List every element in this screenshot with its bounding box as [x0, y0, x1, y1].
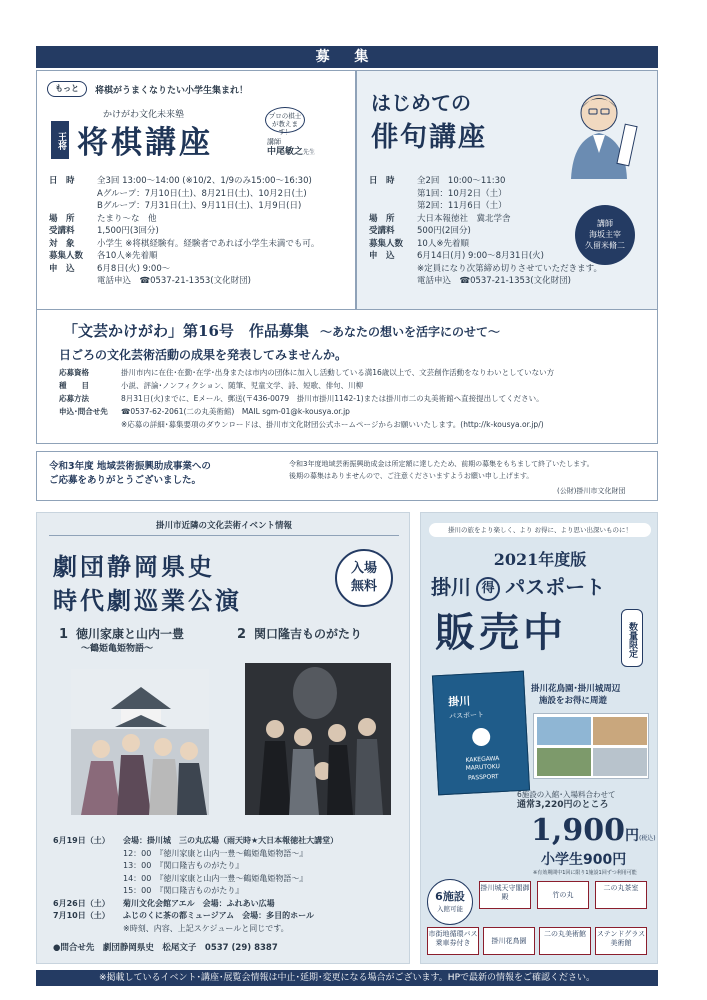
- instructor-label: 講師: [597, 219, 613, 228]
- detail-label: 受講料: [369, 226, 395, 236]
- passport-desc-line: 施設をお得に周遊: [539, 696, 608, 706]
- play-1-photo: [71, 669, 209, 815]
- schedule-text: ※時刻、内容、上記スケジュールと同じです。: [123, 923, 289, 933]
- booklet-en: [437, 754, 528, 785]
- six-sub: 入館可能: [437, 905, 463, 913]
- detail-label: 日 時: [369, 176, 395, 186]
- detail-value: 電話申込 ☎0537-21-1353(文化財団): [97, 276, 251, 286]
- detail-row: [49, 275, 319, 288]
- detail-row: [369, 175, 602, 188]
- detail-row: [49, 175, 319, 188]
- toku-mark: 得: [476, 577, 500, 601]
- detail-label: 種 目: [59, 381, 89, 390]
- shogi-title: 将棋講座: [77, 125, 213, 161]
- price-note-line: 通常3,220円のところ: [517, 800, 609, 810]
- passport-title-b: パスポート: [505, 575, 606, 599]
- detail-row: [49, 213, 319, 226]
- detail-label: 応募方法: [59, 394, 89, 403]
- schedule-row: [53, 860, 403, 873]
- detail-value: 小学生 ※将棋経験有。経験者であれば小学生未満でも可。: [97, 238, 320, 249]
- detail-label: 募集人数: [49, 251, 84, 261]
- event-header-rule: [49, 535, 399, 536]
- detail-value: Aグループ：7月10日(土)、8月21日(土)、10月2日(土): [97, 188, 307, 199]
- detail-row: [49, 238, 319, 251]
- play-1-heading: [59, 623, 184, 642]
- detail-row: [369, 225, 602, 238]
- schedule-row: [53, 885, 403, 898]
- detail-value: 6月14日(月) 9:00～8月31日(火): [417, 251, 545, 261]
- detail-value: 第2回：11月6日（土）: [417, 201, 507, 211]
- detail-value: 6月8日(火) 9:00～: [97, 263, 171, 274]
- detail-value: たまり～な 他: [97, 213, 157, 224]
- schedule-text: 会場：掛川城 三の丸広場（雨天時★大日本報徳社大講堂）: [123, 836, 339, 845]
- haiku-title-line1: はじめての: [371, 91, 471, 115]
- price-note-line: 6施設の入館･入場料合わせて: [517, 790, 616, 799]
- instructor-name: 中尾敏之: [267, 147, 304, 157]
- detail-value: 全2回 10:00～11:30: [417, 176, 506, 186]
- schedule-text: 14：00 『徳川家康と山内一豊～鶴姫亀姫物語～』: [123, 873, 308, 883]
- price-block: [531, 813, 656, 848]
- passport-desc: [531, 683, 620, 707]
- detail-value: 全3回 13:00～14:00 (※10/2、1/9のみ15:00～16:30): [97, 176, 312, 186]
- badge-line: 入場: [350, 561, 377, 576]
- haiku-poet-illustration: [557, 83, 647, 183]
- validity-note: ※有効期間中1回に限り1施設1回ずつ利用可能: [533, 870, 637, 876]
- facility-photo: [537, 748, 591, 776]
- schedule-row: [53, 898, 403, 911]
- detail-value: 各10人※先着順: [97, 251, 158, 261]
- free-admission-badge: [335, 549, 393, 607]
- detail-label: 申 込: [49, 263, 75, 274]
- passport-panel: [420, 512, 658, 964]
- badge-line: 無料: [350, 579, 377, 594]
- thanks-body: [289, 458, 594, 482]
- play-title: 関口隆吉ものがたり: [254, 627, 363, 641]
- shogi-instructor: [267, 137, 315, 158]
- play-title: 徳川家康と山内一豊: [76, 627, 185, 641]
- facility-photo: [593, 748, 647, 776]
- booklet-en-line: PASSPORT: [467, 773, 499, 782]
- schedule-row: [53, 873, 403, 886]
- passport-title: [431, 571, 605, 601]
- bungei-call-panel: [36, 310, 658, 444]
- schedule-date: 6月26日（土）: [53, 898, 110, 908]
- facility-cell: 市街地循環バス乗車券付き: [427, 927, 479, 955]
- detail-value: 大日本報徳社 冀北学舎: [417, 213, 511, 224]
- detail-label: 申 込: [369, 251, 395, 261]
- event-contact: ●問合せ先 劇団静岡県史 松尾文子 0537 (29) 8387: [53, 943, 278, 953]
- pro-bubble: プロの棋士が教えます！: [265, 107, 305, 133]
- instructor-suffix: 先生: [303, 149, 316, 156]
- event-schedule: [53, 835, 403, 935]
- facility-cell: 掛川城天守閣御殿: [479, 881, 531, 909]
- booklet-en-line: KAKEGAWA: [465, 755, 500, 764]
- bungei-title: 「文芸かけがわ」第16号 作品募集: [63, 322, 309, 340]
- booklet-title: 掛川: [448, 694, 471, 709]
- motto-badge: もっと: [47, 81, 87, 97]
- instructor-name: 海坂主宰: [589, 230, 621, 239]
- facility-cell: ステンドグラス美術館: [595, 927, 647, 955]
- facility-cell: 二の丸美術館: [539, 927, 591, 955]
- schedule-text: ふじのくに茶の都ミュージアム 会場：多目的ホール: [123, 911, 314, 920]
- detail-row: [49, 263, 319, 276]
- detail-row: [59, 379, 655, 392]
- detail-label: 場 所: [49, 213, 75, 224]
- price-unit: 円: [624, 828, 639, 844]
- bungei-lead: 日ごろの文化芸術活動の成果を発表してみませんか。: [59, 348, 348, 362]
- detail-label: 受講料: [49, 226, 75, 236]
- price-value: 1,900: [531, 813, 625, 848]
- detail-row: [49, 250, 319, 263]
- detail-value: 第1回：10月2日（土）: [417, 188, 507, 199]
- bungei-heading: [63, 320, 500, 341]
- detail-row: [369, 263, 602, 276]
- passport-desc-line: 掛川花鳥園･掛川城周辺: [531, 684, 621, 694]
- thanks-body-line: 令和3年度地域芸術振興助成金は所定額に達したため、前期の募集をもちまして終了いたします。: [289, 460, 594, 468]
- thanks-heading: [49, 460, 211, 488]
- six-main: 6施設: [435, 890, 465, 903]
- detail-row: [369, 213, 602, 226]
- grant-thanks-panel: [36, 451, 658, 501]
- detail-row: [369, 250, 602, 263]
- play-2-heading: [237, 623, 362, 642]
- facility-photo: [537, 717, 591, 745]
- price-tax: (税込): [638, 835, 656, 842]
- haiku-course-panel: [356, 70, 658, 310]
- booklet-en-line: MARUTOKU: [465, 763, 501, 772]
- schedule-row: [53, 848, 403, 861]
- passport-on-sale: 販売中: [435, 609, 567, 656]
- facility-cell: 二の丸茶室: [595, 881, 647, 909]
- detail-value: 小説、評論･ノンフィクション、随筆、児童文学、詩、短歌、俳句、川柳: [121, 381, 364, 390]
- passport-year: 2021年度版: [493, 550, 587, 569]
- instructor-name: 久留米脩二: [585, 241, 625, 250]
- instructor-label: 講師: [267, 138, 281, 146]
- schedule-row: [53, 910, 403, 923]
- schedule-row: [53, 923, 403, 936]
- footer-notice-bar: [36, 970, 658, 986]
- detail-label: 応募資格: [59, 368, 89, 377]
- detail-value: 8月31日(火)までに、Eメール、郵送(〒436-0079 掛川市掛川1142-1)または掛川市二の丸美術館へ直接提出してください。: [121, 394, 544, 403]
- detail-row: [59, 392, 655, 405]
- price-note: [517, 789, 616, 811]
- thanks-body-line: 後期の募集はありませんので、ご注意くださいますようお願い申し上げます。: [289, 472, 534, 480]
- child-price: 小学生900円: [541, 852, 627, 868]
- schedule-date: 6月19日（土）: [53, 836, 110, 845]
- detail-row: [369, 188, 602, 201]
- facility-cell: 掛川花鳥園: [483, 927, 535, 955]
- play-number: 1: [59, 627, 69, 642]
- event-title-line1: 劇団静岡県史: [53, 552, 215, 581]
- thanks-line: 令和3年度 地域芸術振興助成事業への: [49, 461, 211, 472]
- facility-photo: [593, 717, 647, 745]
- detail-value: 1,500円(3回分): [97, 226, 159, 236]
- detail-label: 申込･問合せ先: [59, 407, 108, 416]
- detail-value: 電話申込 ☎0537-21-1353(文化財団): [417, 276, 571, 286]
- shogi-details: [49, 175, 319, 288]
- facility-cell: 竹の丸: [537, 881, 589, 909]
- six-facilities-badge: [427, 879, 473, 925]
- schedule-text: 菊川文化会館アエル 会場：ふれあい広場: [123, 898, 275, 908]
- haiku-title-line2: 俳句講座: [371, 122, 487, 153]
- detail-value: 掛川市内に在住･在勤･在学･出身または市内の団体に加入し活動している満16歳以上で、文芸創作活動をなりわいとしていない方: [121, 368, 555, 377]
- shogi-tagline: 将棋がうまくなりたい小学生集まれ！: [95, 86, 249, 96]
- event-panel: [36, 512, 410, 964]
- detail-value: Bグループ：7月31日(土)、9月11日(土)、1月9日(日): [97, 201, 302, 211]
- detail-label: 募集人数: [369, 238, 404, 249]
- event-header: 掛川市近隣の文化芸術イベント情報: [155, 521, 292, 531]
- detail-row: [369, 238, 602, 251]
- detail-label: 場 所: [369, 213, 395, 224]
- booklet-star-icon: [472, 728, 491, 747]
- passport-title-a: 掛川: [431, 575, 471, 599]
- detail-label: 日 時: [49, 176, 75, 186]
- facility-photos: [533, 713, 649, 779]
- schedule-date: 7月10日（土）: [53, 911, 110, 920]
- section-header-bar: [36, 46, 658, 68]
- bungei-subtitle: ～あなたの想いを活字にのせて～: [319, 325, 500, 339]
- detail-value: ※定員になり次第締め切りさせていただきます。: [417, 263, 602, 274]
- haiku-details: [369, 175, 602, 288]
- schedule-row: [53, 835, 403, 848]
- shogi-organizer: かけがわ文化未来塾: [103, 110, 185, 120]
- play-number: 2: [237, 627, 247, 642]
- play-2-photo: [245, 663, 391, 815]
- thanks-line: ご応募をありがとうございました。: [49, 475, 202, 486]
- detail-value: ☎0537-62-2061(二の丸美術館) MAIL sgm-01@k-kousya.or.jp: [121, 407, 350, 416]
- oushou-badge: 王将: [51, 121, 69, 159]
- detail-value: 500円(2回分): [417, 226, 471, 236]
- event-title-line2: 時代劇巡業公演: [53, 586, 242, 615]
- shogi-course-panel: [36, 70, 356, 310]
- play-1-subtitle: ～鶴姫亀姫物語～: [81, 644, 154, 654]
- detail-label: 対 象: [49, 238, 75, 249]
- thanks-signature: (公財)掛川市文化財団: [557, 487, 626, 495]
- detail-row: [49, 188, 319, 201]
- detail-row: [369, 200, 602, 213]
- section-header-title: 募 集: [315, 49, 379, 65]
- schedule-text: 12：00 『徳川家康と山内一豊～鶴姫亀姫物語～』: [123, 848, 308, 858]
- passport-top-banner: 掛川の旅をより楽しく、より お得に、より思い出深いものに！: [429, 523, 651, 537]
- schedule-text: 15：00 『関口隆吉ものがたり』: [123, 886, 244, 895]
- detail-value: 10人※先着順: [417, 238, 469, 249]
- footer-notice: ※掲載しているイベント･講座･展覧会情報は中止･延期･変更になる場合がございます。HPで最新の情報をご確認ください。: [98, 973, 596, 983]
- detail-row: [49, 200, 319, 213]
- schedule-text: 13：00 『関口隆吉ものがたり』: [123, 861, 244, 870]
- booklet-subtitle: パスポート: [448, 710, 485, 721]
- booklet-image: [432, 671, 530, 796]
- detail-row: [59, 418, 655, 431]
- detail-row: [59, 405, 655, 418]
- bungei-details: [59, 366, 655, 431]
- detail-row: [49, 225, 319, 238]
- limited-badge: 数量限定: [621, 609, 643, 667]
- detail-value: ※応募の詳細･募集要項のダウンロードは、掛川市文化財団公式ホームページからお願いいたします。(http://k-kousya.or.jp/): [121, 420, 544, 429]
- detail-row: [369, 275, 602, 288]
- detail-row: [59, 366, 655, 379]
